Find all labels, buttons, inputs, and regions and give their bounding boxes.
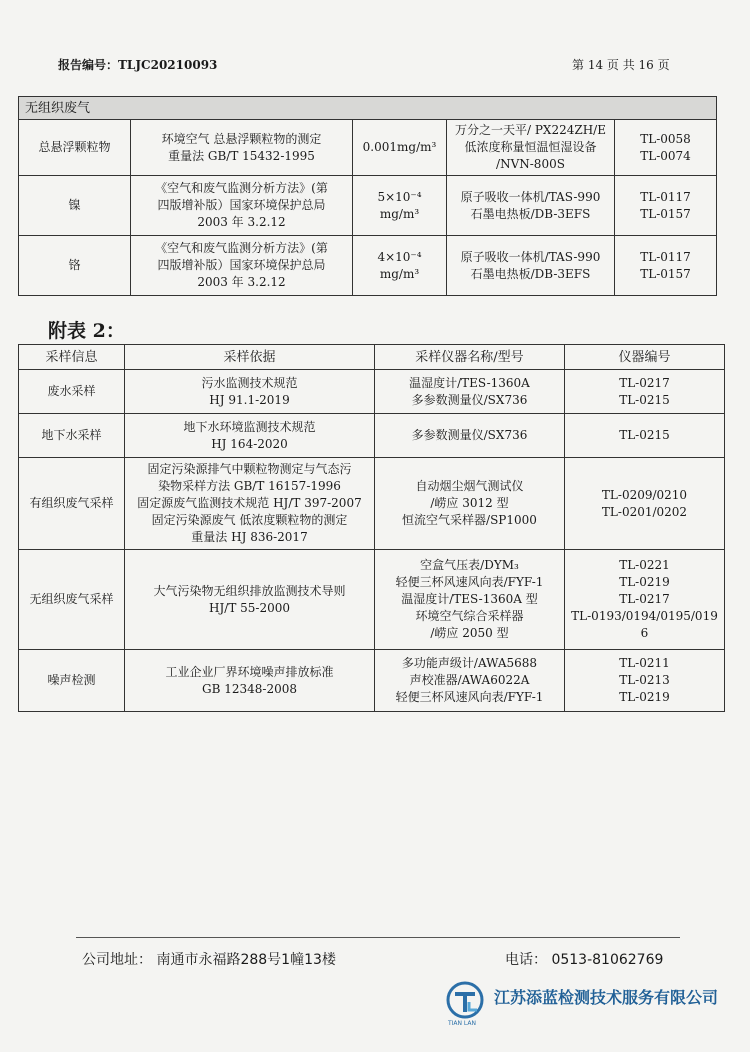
instrument-cell-line: 低浓度称量恒温恒湿设备 [464,140,597,154]
header-instrument-id: 仪器编号 [565,345,725,370]
basis-cell-line: 重量法 HJ 836-2017 [191,530,308,544]
appendix-title: 附表 2： [48,320,125,342]
sampling-info: 地下水采样 [19,414,125,458]
basis-cell [125,650,375,712]
id-cell-line: TL-0219 [619,690,670,704]
id-cell [565,414,725,458]
basis-cell-line: HJ/T 55-2000 [209,600,290,615]
item-name: 总悬浮颗粒物 [19,120,131,176]
sampling-info: 噪声检测 [19,650,125,712]
table-row [19,414,725,458]
instrument-cell-line: /崂应 3012 型 [430,496,509,510]
instrument-cell [375,650,565,712]
basis-cell-line: 污水监测技术规范 [201,375,298,390]
basis-cell [125,550,375,650]
id-cell-line: TL-0219 [619,575,670,589]
basis-cell [125,458,375,550]
id-cell [615,236,717,296]
company-address: 公司地址： 南通市永福路288号1幢13楼 [82,952,336,968]
sampling-info-table [18,344,725,712]
basis-cell-line: 固定污染源排气中颗粒物测定与气态污 [147,462,352,476]
id-cell-line: 6 [640,626,649,640]
instrument-cell [447,176,615,236]
method-cell [131,236,353,296]
id-cell-line: TL-0211 [619,656,670,670]
basis-cell-line: HJ 91.1-2019 [209,392,290,407]
table-row [19,236,717,296]
instrument-cell [447,236,615,296]
id-cell-line: TL-0213 [619,673,670,687]
basis-cell-line: 工业企业厂界环境噪声排放标准 [165,664,334,679]
instrument-cell-line: 石墨电热板/DB-3EFS [470,266,591,281]
report-number: 报告编号：TLJC20210093 [58,58,218,72]
item-name: 镍 [19,176,131,236]
instrument-cell-line: 多参数测量仪/SX736 [411,392,528,407]
instrument-cell [375,550,565,650]
table-row [19,458,725,550]
id-cell [565,650,725,712]
logo-text: TIAN LAN [448,1020,477,1027]
limit-cell-line: 0.001mg/m³ [362,140,437,154]
basis-cell [125,370,375,414]
id-cell-line: TL-0215 [619,428,670,442]
instrument-cell [375,370,565,414]
limit-cell-line: 5×10⁻⁴ [377,189,422,204]
item-name: 铬 [19,236,131,296]
method-cell-line: 2003 年 3.2.12 [197,215,286,229]
id-cell-line: TL-0157 [640,266,691,281]
header-sampling-info: 采样信息 [19,345,125,370]
instrument-cell-line: /NVN-800S [496,157,565,171]
id-cell-line: TL-0209/0210 [601,487,688,502]
basis-cell [125,414,375,458]
basis-cell-line: 染物采样方法 GB/T 16157-1996 [158,479,341,493]
instrument-cell [375,414,565,458]
instrument-cell-line: 轻便三杯风速风向表/FYF-1 [395,575,544,589]
basis-cell-line: 地下水环境监测技术规范 [183,419,316,434]
table-row [19,550,725,650]
instrument-cell-line: 原子吸收一体机/TAS-990 [460,189,601,204]
header-sampling-basis: 采样依据 [125,345,375,370]
basis-cell-line: 固定污染源废气 低浓度颗粒物的测定 [151,513,348,527]
sampling-info: 无组织废气采样 [19,550,125,650]
section-title: 无组织废气 [19,97,717,120]
method-cell-line: 四版增补版）国家环境保护总局 [157,258,326,272]
sampling-info: 有组织废气采样 [19,458,125,550]
company-name: 江苏添蓝检测技术服务有限公司 [494,988,719,1007]
id-cell-line: TL-0217 [619,375,670,390]
table-row [19,176,717,236]
instrument-cell-line: 恒流空气采样器/SP1000 [402,513,537,527]
header-instrument-name: 采样仪器名称/型号 [375,345,565,370]
page-indicator: 第 14 页 共 16 页 [572,58,670,72]
company-phone: 电话： 0513-81062769 [505,952,664,968]
table-row [19,120,717,176]
detection-method-table [18,96,717,296]
id-cell-line: TL-0058 [640,131,691,146]
id-cell [565,458,725,550]
method-cell-line: 2003 年 3.2.12 [197,275,286,289]
table-row [19,370,725,414]
table-row [19,650,725,712]
id-cell [615,176,717,236]
instrument-cell-line: 万分之一天平/ PX224ZH/E [455,123,606,137]
instrument-cell-line: 多参数测量仪/SX736 [411,428,528,442]
instrument-cell-line: 空盒气压表/DYM₃ [420,558,519,572]
instrument-cell-line: 石墨电热板/DB-3EFS [470,206,591,221]
instrument-cell [447,120,615,176]
limit-cell-line: 4×10⁻⁴ [377,249,422,264]
instrument-cell-line: 温湿度计/TES-1360A 型 [401,592,538,606]
method-cell-line: 重量法 GB/T 15432-1995 [168,148,315,163]
instrument-cell-line: 环境空气综合采样器 [415,609,524,623]
id-cell-line: TL-0201/0202 [601,504,688,519]
id-cell-line: TL-0117 [640,249,691,264]
method-cell [131,176,353,236]
limit-cell [353,176,447,236]
method-cell-line: 环境空气 总悬浮颗粒物的测定 [161,131,322,146]
instrument-cell-line: 自动烟尘烟气测试仪 [415,479,524,493]
basis-cell-line: 大气污染物无组织排放监测技术导则 [153,583,346,598]
method-cell-line: 《空气和废气监测分析方法》(第 [155,181,328,195]
instrument-cell-line: 原子吸收一体机/TAS-990 [460,249,601,264]
id-cell-line: TL-0215 [619,392,670,407]
company-logo-icon [445,980,485,1020]
instrument-cell-line: 轻便三杯风速风向表/FYF-1 [395,690,544,704]
id-cell [565,370,725,414]
footer-divider [76,937,680,938]
id-cell [615,120,717,176]
method-cell-line: 《空气和废气监测分析方法》(第 [155,241,328,255]
id-cell-line: TL-0217 [619,592,670,606]
id-cell-line: TL-0117 [640,189,691,204]
limit-cell [353,236,447,296]
instrument-cell-line: /崂应 2050 型 [430,626,509,640]
limit-cell-line: mg/m³ [379,266,420,281]
limit-cell [353,120,447,176]
limit-cell-line: mg/m³ [379,206,420,221]
instrument-cell-line: 声校准器/AWA6022A [409,673,530,687]
method-cell [131,120,353,176]
id-cell [565,550,725,650]
id-cell-line: TL-0074 [640,148,691,163]
basis-cell-line: GB 12348-2008 [202,681,297,696]
instrument-cell-line: 温湿度计/TES-1360A [409,375,530,390]
sampling-info: 废水采样 [19,370,125,414]
basis-cell-line: 固定源废气监测技术规范 HJ/T 397-2007 [137,496,362,510]
instrument-cell-line: 多功能声级计/AWA5688 [401,656,538,670]
basis-cell-line: HJ 164-2020 [211,436,288,451]
id-cell-line: TL-0221 [619,558,670,572]
method-cell-line: 四版增补版）国家环境保护总局 [157,198,326,212]
instrument-cell [375,458,565,550]
id-cell-line: TL-0157 [640,206,691,221]
id-cell-line: TL-0193/0194/0195/019 [571,609,718,623]
